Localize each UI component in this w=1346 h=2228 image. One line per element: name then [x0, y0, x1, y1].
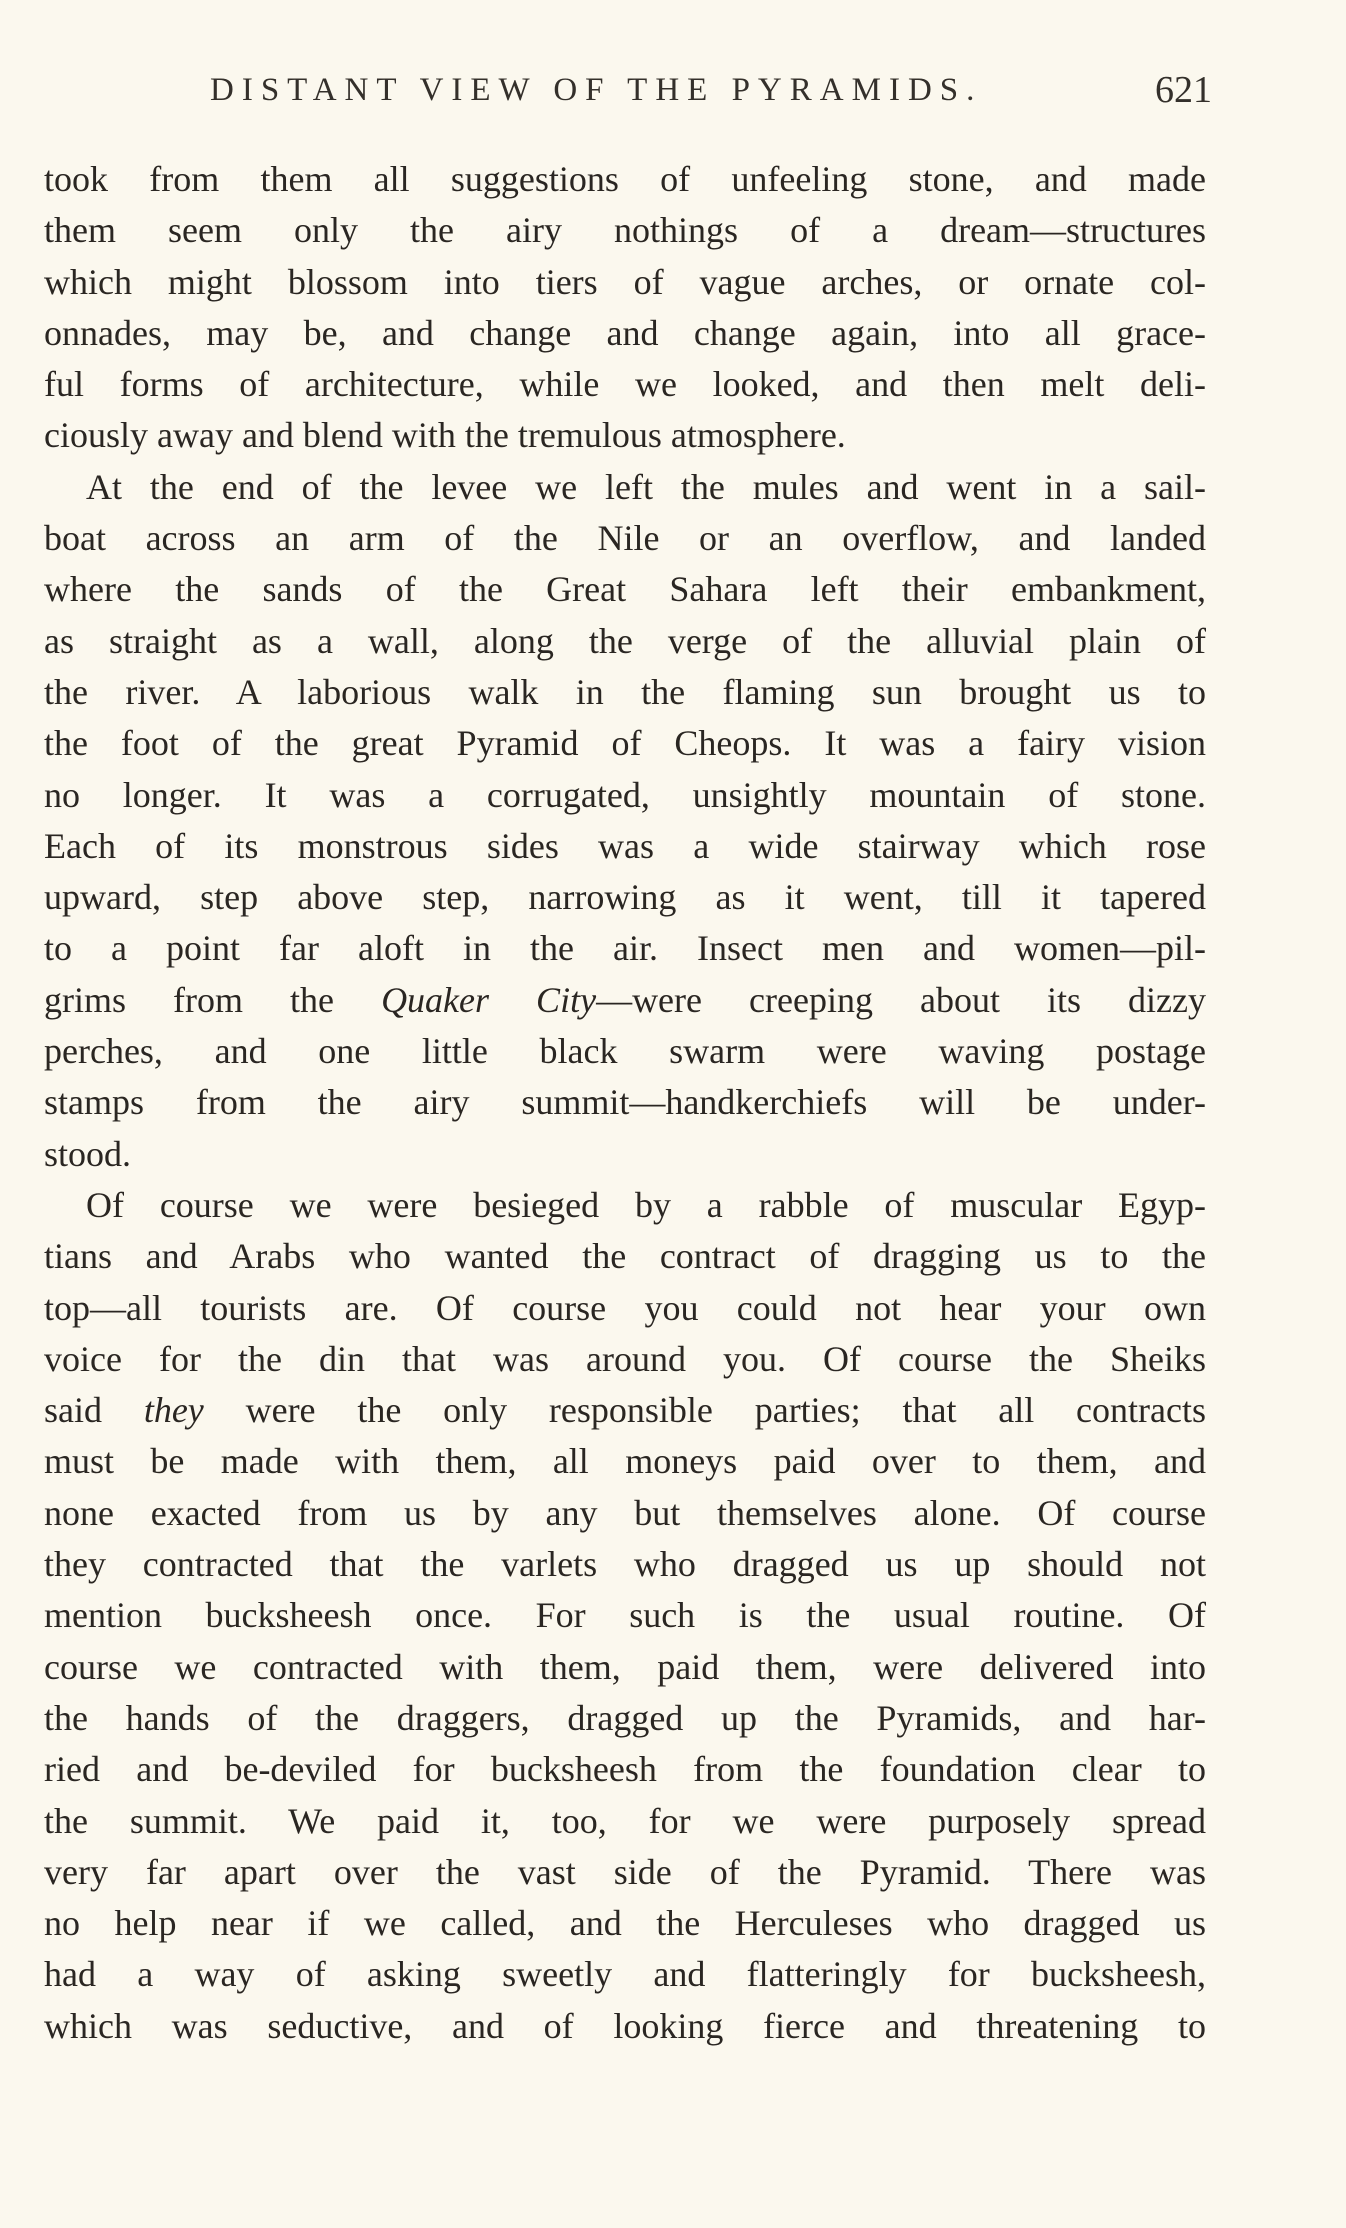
text-line: had a way of asking sweetly and flatteringly for bucksheesh, — [44, 1954, 1206, 1995]
text-line: they contracted that the varlets who dragged us up should not — [44, 1544, 1206, 1585]
text-line: no longer. It was a corrugated, unsightly mountain of stone. — [44, 774, 1206, 815]
text-line: them seem only the airy nothings of a dream—structures — [44, 210, 1206, 251]
text-line: as straight as a wall, along the verge of the alluvial plain of — [44, 620, 1206, 661]
chapter-title: DISTANT VIEW OF THE PYRAMIDS. — [210, 72, 983, 108]
text-run: were the only responsible parties; that all contracts — [203, 1390, 1206, 1431]
text-line: took from them all suggestions of unfeeling stone, and made — [44, 159, 1206, 199]
text-line: must be made with them, all moneys paid over to them, and — [44, 1441, 1206, 1482]
text-line — [44, 1385, 1206, 1436]
text-line: ried and be-deviled for bucksheesh from the foundation clear to — [44, 1749, 1206, 1790]
paragraph — [44, 462, 1206, 1180]
italic-text: they — [143, 1390, 204, 1431]
running-head — [44, 66, 1212, 126]
text-line: ful forms of architecture, while we looked, and then melt deli- — [44, 364, 1206, 405]
text-line: course we contracted with them, paid them, were delivered into — [44, 1646, 1206, 1687]
text-line: top—all tourists are. Of course you could not hear your own — [44, 1287, 1206, 1328]
text-line: the summit. We paid it, too, for we were purposely spread — [44, 1800, 1206, 1841]
text-run: grims from the — [44, 979, 382, 1020]
body-text — [44, 154, 1206, 2052]
text-line: where the sands of the Great Sahara left their embankment, — [44, 569, 1206, 610]
text-line: to a point far aloft in the air. Insect men and women—pil- — [44, 928, 1206, 969]
paragraph — [44, 1180, 1206, 2052]
text-line: no help near if we called, and the Herculeses who dragged us — [44, 1903, 1206, 1944]
page-number: 621 — [1155, 69, 1212, 111]
text-line: boat across an arm of the Nile or an overflow, and landed — [44, 518, 1206, 559]
text-line — [44, 975, 1206, 1026]
text-line: stood. — [44, 1133, 132, 1174]
text-line: mention bucksheesh once. For such is the usual routine. Of — [44, 1595, 1206, 1636]
text-line: ciously away and blend with the tremulous atmosphere. — [44, 415, 846, 456]
text-line: none exacted from us by any but themselves alone. Of course — [44, 1492, 1206, 1533]
text-line: very far apart over the vast side of the Pyramid. There was — [44, 1851, 1206, 1892]
paragraph — [44, 154, 1206, 462]
text-line: Each of its monstrous sides was a wide stairway which rose — [44, 825, 1206, 866]
text-line: voice for the din that was around you. Of course the Sheiks — [44, 1338, 1206, 1379]
text-line: which was seductive, and of looking fierce and threatening to — [44, 2005, 1206, 2046]
text-line: Of course we were besieged by a rabble of muscular Egyp- — [86, 1184, 1206, 1225]
text-run: —were creeping about its dizzy — [596, 979, 1207, 1020]
italic-text: Quaker City — [381, 979, 597, 1020]
text-line: upward, step above step, narrowing as it went, till it tapered — [44, 877, 1206, 918]
text-line: tians and Arabs who wanted the contract of dragging us to the — [44, 1236, 1206, 1277]
text-line: which might blossom into tiers of vague arches, or ornate col- — [44, 261, 1206, 302]
text-line: At the end of the levee we left the mules and went in a sail- — [86, 466, 1206, 507]
text-line: the foot of the great Pyramid of Cheops. It was a fairy vision — [44, 723, 1206, 764]
text-line: onnades, may be, and change and change again, into all grace- — [44, 312, 1206, 353]
book-page — [44, 66, 1212, 2052]
text-line: perches, and one little black swarm were waving postage — [44, 1031, 1206, 1072]
text-line: the hands of the draggers, dragged up the Pyramids, and har- — [44, 1697, 1206, 1738]
text-line: stamps from the airy summit—handkerchiefs will be under- — [44, 1082, 1206, 1123]
text-line: the river. A laborious walk in the flaming sun brought us to — [44, 671, 1206, 712]
text-run: said — [44, 1390, 144, 1431]
